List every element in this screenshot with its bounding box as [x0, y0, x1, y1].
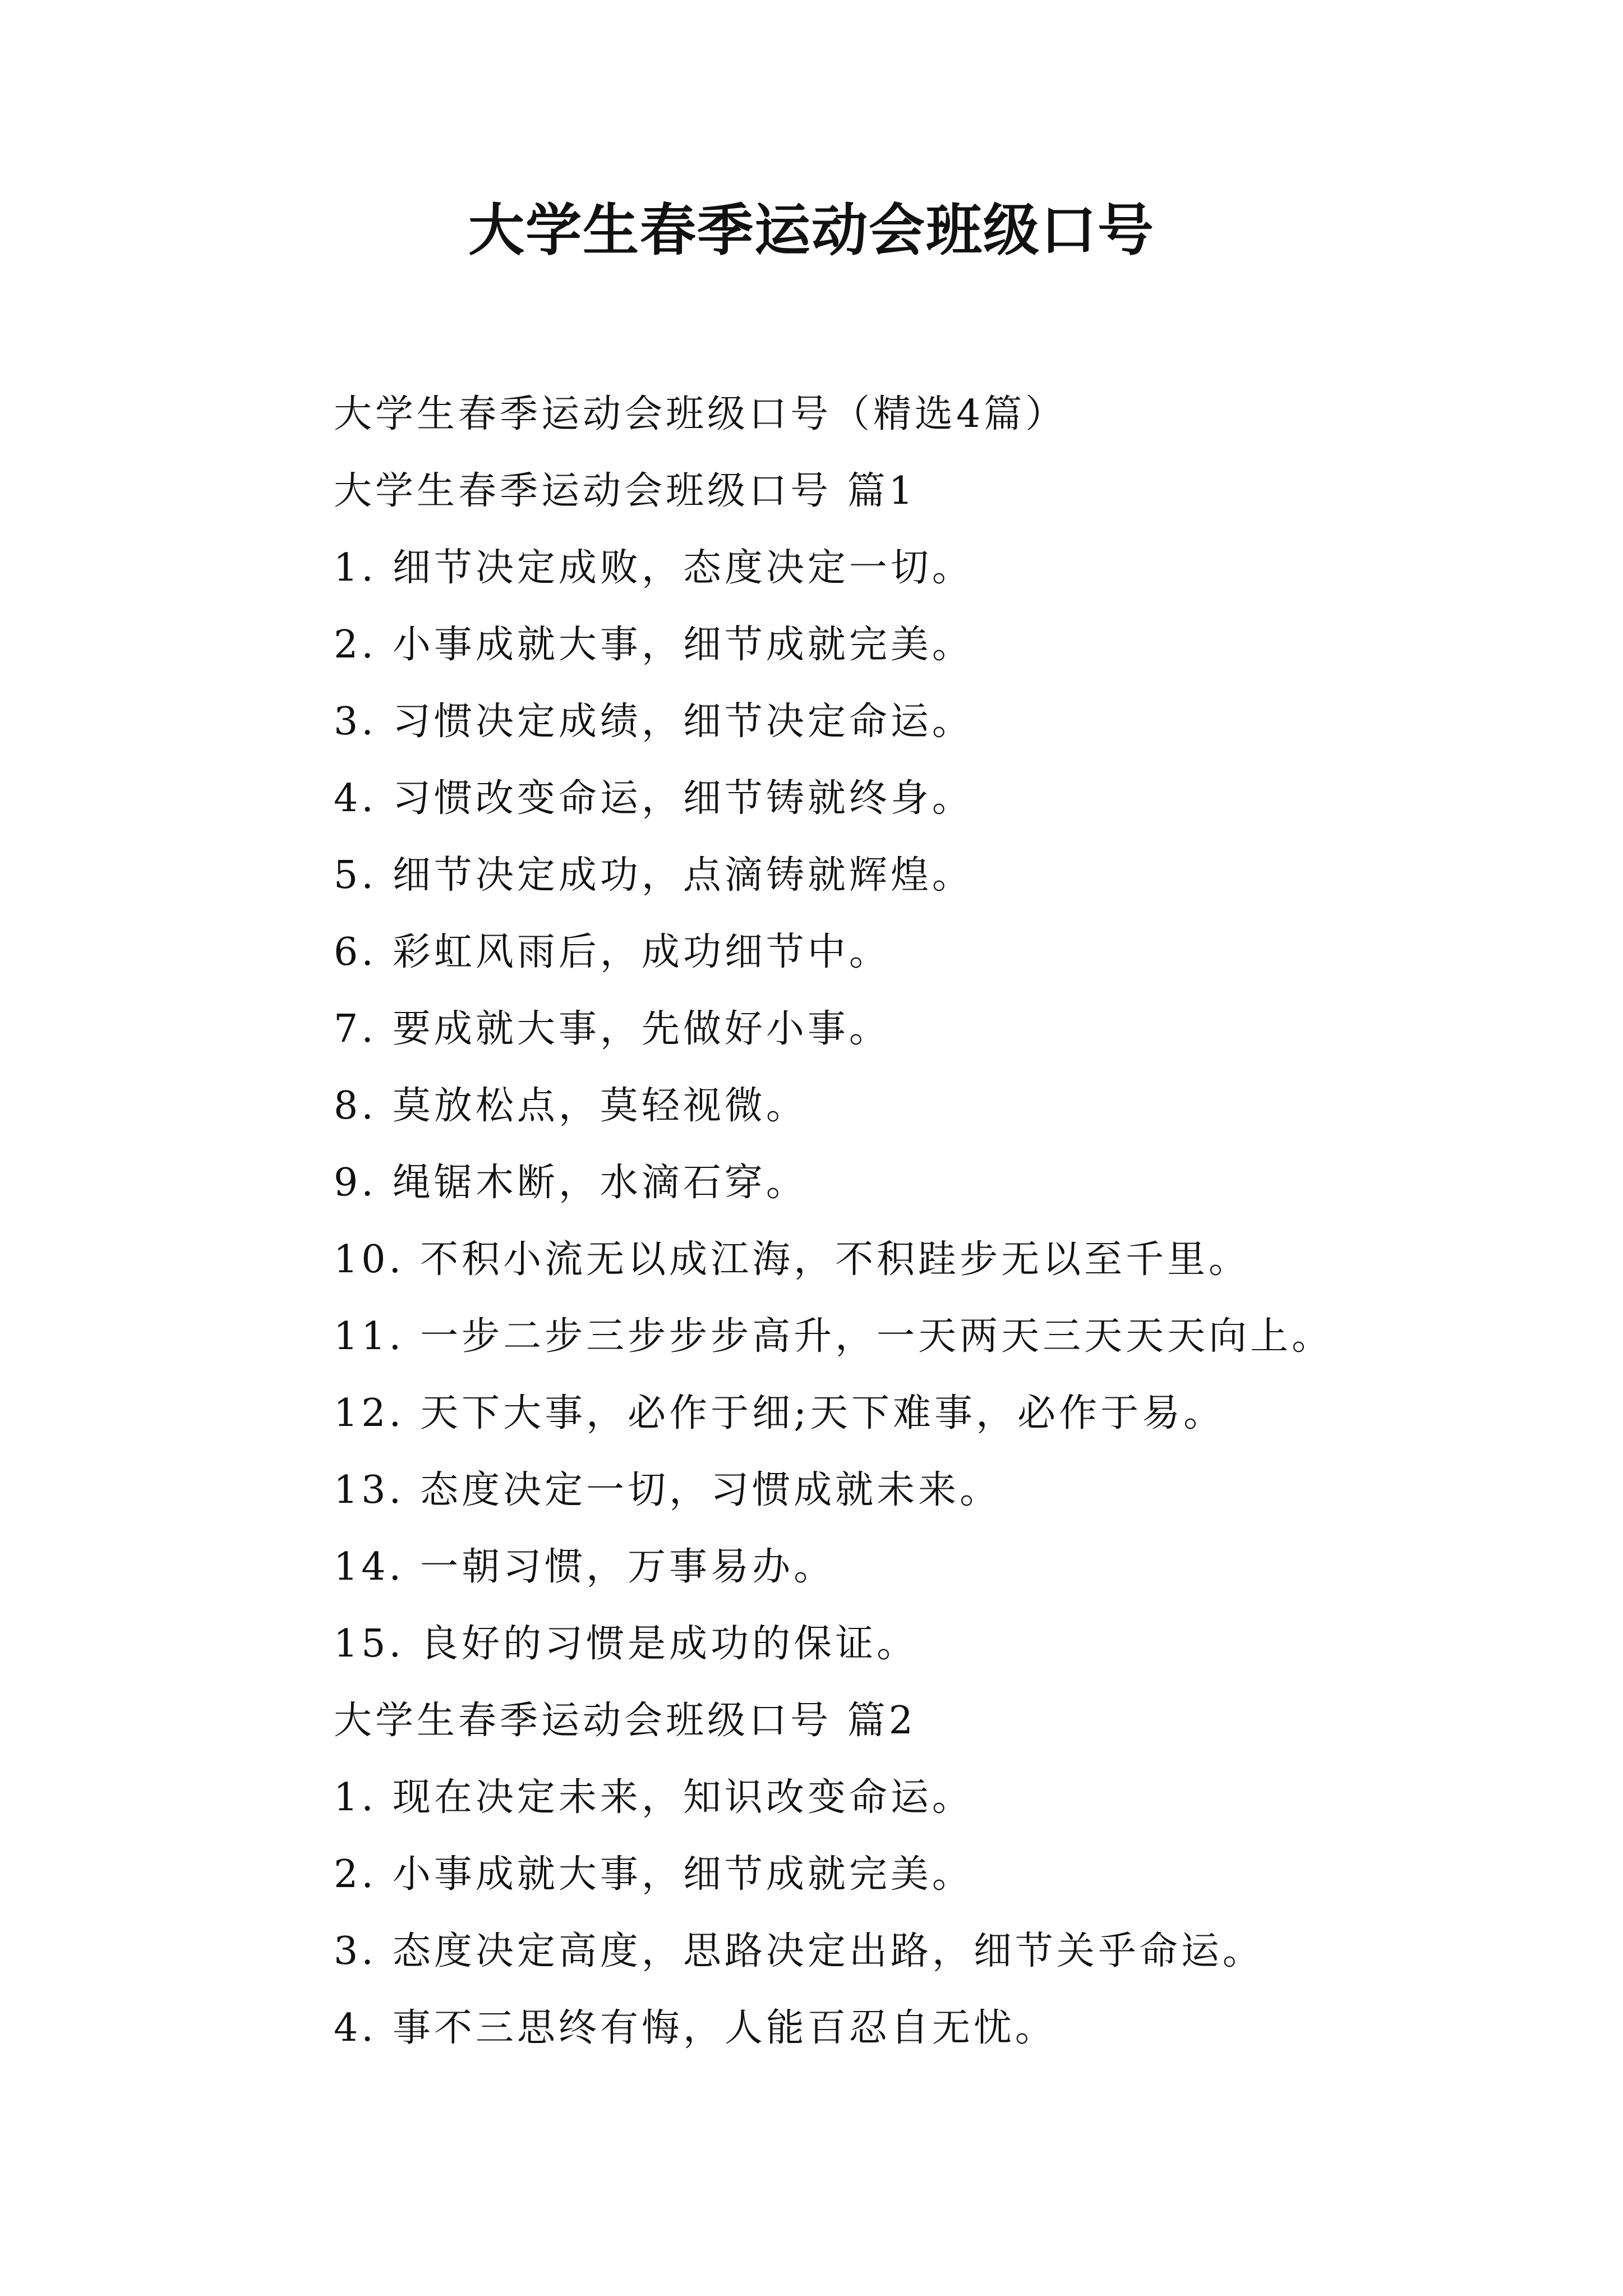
item-number: 7.	[334, 1007, 377, 1051]
list-item	[334, 1068, 1567, 1144]
list-item	[334, 1375, 1567, 1452]
list-item	[334, 760, 1567, 837]
list-item	[334, 837, 1567, 914]
item-number: 1.	[334, 1775, 377, 1820]
item-number: 11.	[334, 1314, 405, 1359]
item-number: 15.	[334, 1622, 405, 1666]
list-item	[334, 683, 1567, 760]
list-item	[334, 1452, 1567, 1529]
item-text: 良好的习惯是成功的保证。	[420, 1622, 919, 1666]
item-text: 习惯决定成绩，细节决定命运。	[392, 700, 974, 744]
item-number: 6.	[334, 930, 377, 974]
item-number: 9.	[334, 1161, 377, 1205]
item-number: 12.	[334, 1391, 405, 1435]
item-text: 天下大事，必作于细;天下难事，必作于易。	[420, 1391, 1225, 1435]
item-number: 3.	[334, 1929, 377, 1973]
list-item	[334, 1144, 1567, 1221]
item-text: 事不三思终有悔，人能百忍自无忧。	[392, 2006, 1057, 2050]
document-body	[334, 376, 1567, 2067]
item-text: 绳锯木断，水滴石穿。	[392, 1161, 808, 1205]
item-text: 一步二步三步步步高升，一天两天三天天天向上。	[420, 1314, 1334, 1359]
item-text: 细节决定成功，点滴铸就辉煌。	[392, 853, 974, 898]
list-item	[334, 1221, 1567, 1298]
item-text: 要成就大事，先做好小事。	[392, 1007, 891, 1051]
list-item	[334, 606, 1567, 683]
list-item	[334, 1990, 1567, 2067]
section-heading: 大学生春季运动会班级口号 篇2	[334, 1699, 916, 1743]
item-number: 3.	[334, 700, 377, 744]
item-text: 态度决定高度，思路决定出路，细节关乎命运。	[392, 1929, 1264, 1973]
item-number: 1.	[334, 546, 377, 590]
list-item	[334, 914, 1567, 991]
list-item	[334, 1836, 1567, 1913]
item-number: 8.	[334, 1084, 377, 1128]
item-text: 莫放松点，莫轻视微。	[392, 1084, 808, 1128]
section-heading: 大学生春季运动会班级口号 篇1	[334, 469, 916, 513]
item-number: 5.	[334, 853, 377, 898]
item-text: 小事成就大事，细节成就完美。	[392, 1852, 974, 1897]
item-number: 14.	[334, 1545, 405, 1589]
item-number: 2.	[334, 1852, 377, 1897]
item-text: 不积小流无以成江海，不积跬步无以至千里。	[420, 1237, 1251, 1282]
intro-line: 大学生春季运动会班级口号（精选4篇）	[334, 392, 1067, 436]
item-text: 一朝习惯，万事易办。	[420, 1545, 836, 1589]
list-item	[334, 530, 1567, 606]
list-item	[334, 1913, 1567, 1990]
item-number: 4.	[334, 2006, 377, 2050]
document-title: 大学生春季运动会班级口号	[468, 197, 1155, 263]
item-number: 10.	[334, 1237, 405, 1282]
item-text: 现在决定未来，知识改变命运。	[392, 1775, 974, 1820]
item-number: 13.	[334, 1468, 405, 1512]
item-number: 4.	[334, 776, 377, 821]
item-text: 彩虹风雨后，成功细节中。	[392, 930, 891, 974]
list-item	[334, 1605, 1567, 1682]
item-number: 2.	[334, 623, 377, 667]
list-item	[334, 1759, 1567, 1836]
item-text: 态度决定一切，习惯成就未来。	[420, 1468, 1002, 1512]
item-text: 细节决定成败，态度决定一切。	[392, 546, 974, 590]
list-item	[334, 1529, 1567, 1605]
item-text: 小事成就大事，细节成就完美。	[392, 623, 974, 667]
list-item	[334, 1298, 1567, 1375]
list-item	[334, 991, 1567, 1068]
item-text: 习惯改变命运，细节铸就终身。	[392, 776, 974, 821]
